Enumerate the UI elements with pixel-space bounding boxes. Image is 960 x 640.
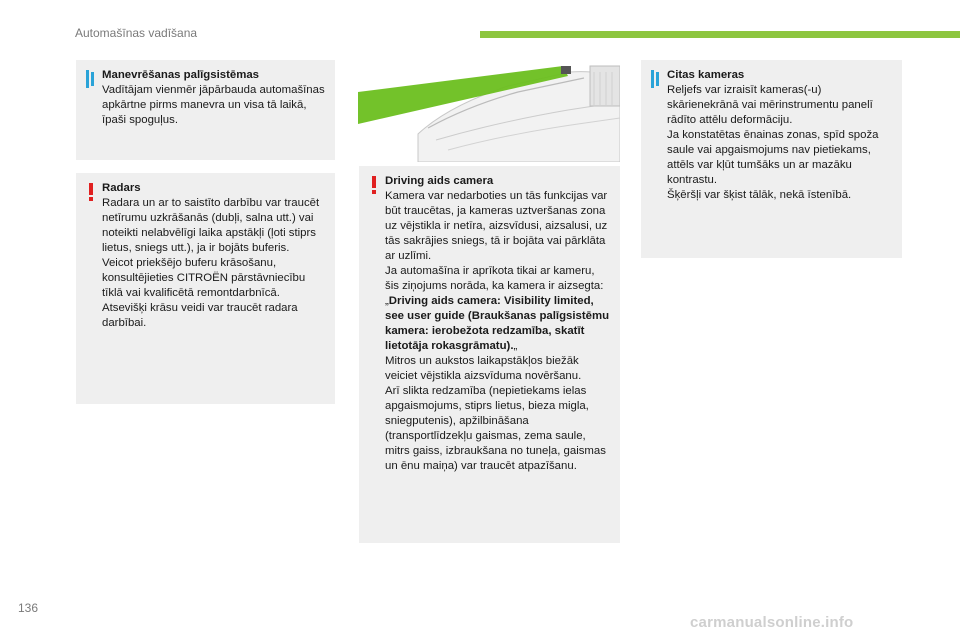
radar-warning-box [76,173,335,404]
camera-paragraph-3: Mitros un aukstos laikapstākļos biežāk veiciet vējstikla aizsvīduma novēršanu. [385,355,582,382]
radar-title: Radars [102,182,141,194]
header-accent-bar [480,31,960,38]
car-windshield-camera-icon [358,62,620,162]
camera-warning-message: Driving aids camera: Visibility limited, see user guide (Braukšanas palīgsistēmu kamera: ierobežota redzamība, skatīt lietotāja rokasgrāmatu). [385,295,610,352]
camera-warning-box [359,166,620,543]
camera-paragraph-2-end: „ [513,340,518,352]
page-header-title: Automašīnas vadīšana [75,26,198,40]
warning-exclamation-icon [368,176,382,194]
camera-paragraph-4: Arī slikta redzamība (nepietiekams ielas apgaismojums, stiprs lietus, bieza migla, sniegputenis), apžilbināšana (transportlīdzekļu gaismas, zema saule, mitrs gaiss, izbraukšana no tuneļa, gaismas un ēnu maiņa) var traucēt atpazīšanu. [385,385,606,472]
other-cameras-title: Citas kameras [667,69,745,81]
other-cameras-info-box [641,60,902,258]
other-cameras-paragraph-3: Šķēršļi var šķist tālāk, nekā īstenībā. [667,189,852,201]
info-marker-icon [85,70,99,88]
camera-paragraph-2 [385,264,610,354]
page-number: 136 [18,601,39,615]
camera-paragraph-1: Kamera var nedarboties un tās funkcijas var būt traucētas, ja kameras uztveršanas zona uz vējstikla ir netīra, aizsvīdusi, aizsalusi, uz tās sakrājies sniegs, tā ir bojāta vai pārklāta ar uzlīmi. [385,190,608,262]
radar-paragraph-2: Veicot priekšējo buferu krāsošanu, konsultējieties CITROËN pārstāvniecību tīklā vai kvalificētā remontdarbnīcā. [102,257,306,299]
maneuver-text: Vadītājam vienmēr jāpārbauda automašīnas apkārtne pirms manevra un visa tā laikā, īpaši spoguļus. [102,84,325,126]
watermark: carmanualsonline.info [690,614,854,631]
maneuver-info-box [76,60,335,160]
radar-paragraph-3: Atsevišķi krāsu veidi var traucēt radara darbībai. [102,302,298,329]
warning-exclamation-icon [85,183,99,201]
other-cameras-paragraph-2: Ja konstatētas ēnainas zonas, spīd spoža saule vai apgaismojums nav pietiekams, attēls var kļūt tumšāks un ar mazāku kontrastu. [667,129,879,186]
radar-paragraph-1: Radara un ar to saistīto darbību var traucēt netīrumu uzkrāšanās (dubļi, salna utt.) vai noteikti nelabvēlīgi laika apstākļi (ļoti stiprs lietus, sniegs utt.), ja ir bojāts buferis. [102,197,320,254]
camera-title: Driving aids camera [385,175,494,187]
info-marker-icon [650,70,664,88]
other-cameras-paragraph-1: Reljefs var izraisīt kameras(-u) skārienekrānā vai mērinstrumentu panelī rādīto attēlu deformāciju. [667,84,873,126]
maneuver-title: Manevrēšanas palīgsistēmas [102,69,260,81]
camera-paragraph-2-start: Ja automašīna ir aprīkota tikai ar kameru, šis ziņojums norāda, ka kamera ir aizsegta: „ [385,265,604,307]
